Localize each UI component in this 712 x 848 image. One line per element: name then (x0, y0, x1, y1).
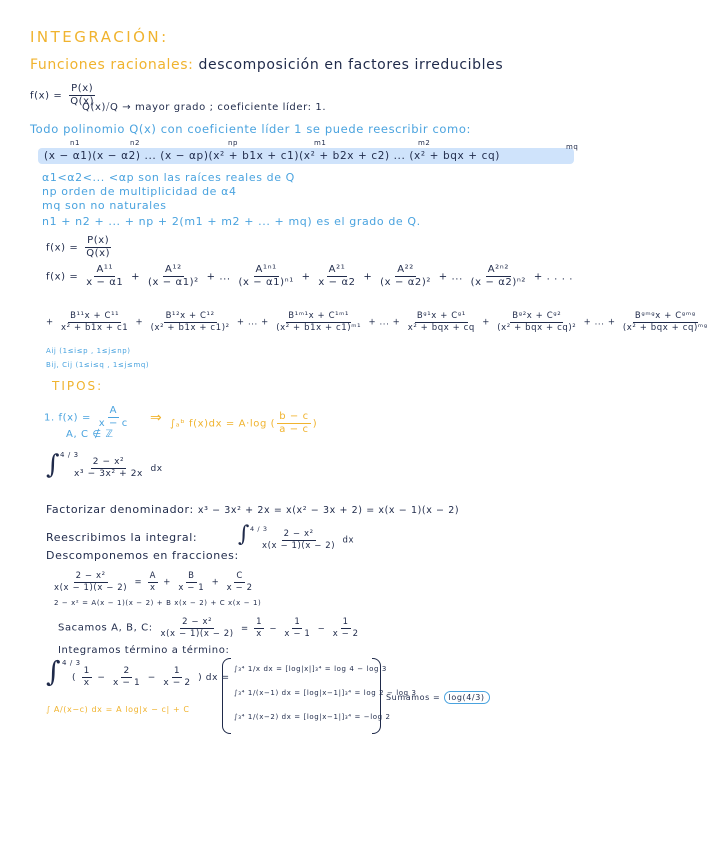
int-t3-num: 1 (173, 666, 181, 676)
tipos-heading: TIPOS: (52, 379, 104, 393)
rterm-3-num: B¹ᵐ¹x + C¹ᵐ¹ (288, 311, 350, 321)
tipos-log-fraction (277, 412, 311, 435)
rterm-1-num: B¹¹x + C¹¹ (70, 311, 120, 321)
sacamos-fraction-1 (254, 618, 264, 638)
int-t3-den: x − 2 (163, 678, 191, 688)
expansion-dots-3: + . . . . (533, 271, 574, 283)
section-subtitle: descomposición en factores irreducibles (198, 57, 504, 73)
desc-num: 2 − x² (75, 571, 106, 581)
exp-np: np (228, 139, 239, 147)
sacamos-label: Sacamos A, B, C: (58, 622, 153, 634)
sacamos-fraction-3 (331, 618, 361, 638)
expansion-rterm-5 (495, 312, 578, 332)
term-3-den: (x − α1)ⁿ¹ (238, 277, 294, 288)
expansion-term-5 (378, 265, 433, 288)
term-4-den: x − α2 (318, 277, 356, 288)
tipos-log-den: a − c (279, 424, 309, 435)
tipos-item-number: 1. (44, 412, 55, 424)
sacamos-t3-num: 1 (342, 617, 349, 627)
expansion-term-6 (469, 265, 528, 288)
result-line-2: ∫₃⁴ 1/(x−1) dx = [log|x−1|]₃⁴ = log 2 − log 3 (234, 689, 417, 697)
expansion-rterm-3 (274, 312, 363, 332)
factor-line (46, 504, 459, 516)
integramos-integrand: ( $\frac{1}{x}$ − $\frac{2}{x - 1}$ − $\frac{1}{x - 2}$ ) dx = (72, 666, 230, 688)
fx-second-numerator: P(x) (87, 235, 110, 246)
term-1-num: A¹¹ (96, 264, 114, 275)
example-dx: dx (150, 464, 163, 474)
roots-line-4: n1 + n2 + ... + np + 2(m1 + m2 + ... + mq) es el grado de Q. (42, 215, 421, 228)
desc-fraction-b (176, 572, 206, 592)
expansion-row-2: + $\frac{\text{B¹¹x + C¹¹}}{\text{x² + b1x + c1}}$ + $\frac{\text{B¹²x + C¹²}}{\text{(x² + b1x + c1)²}}$ + ... + $\frac{\text{B¹ᵐ¹x + C¹ᵐ¹}}{\text{(x² + b1x + c1)ᵐ¹}}$ + ... + $\frac{\text{Bᵍ¹x + Cᵍ¹}}{\text{x² + bqx + cq}}$ + $\frac{\text{Bᵍ²x + Cᵍ²}}{\text{(x² + bqx + cq)²}}$ + ... + $\frac{\text{Bᵍᵐᵍx + Cᵍᵐᵍ}}{\text{(x² + bqx + cq)ᵐᵍ}}$ (46, 311, 708, 333)
sumamos-label: Sumamos = (386, 693, 441, 702)
int-t2-den: x − 1 (112, 678, 141, 688)
log-rule: ∫ A/(x−c) dx = A log|x − c| + C (46, 705, 190, 714)
rterm-2-den: (x² + b1x + c1)² (150, 322, 230, 333)
tipos-fraction (97, 406, 130, 429)
reescribimos-dx: dx (342, 535, 355, 546)
expansion-lhs: f(x) = (46, 271, 79, 283)
example-bounds: 4 / 3 (60, 451, 79, 459)
expansion-term-2 (146, 265, 201, 288)
desc-fraction-main (52, 572, 129, 592)
expansion-rterm-2 (149, 312, 232, 332)
tipos-log-num: b − c (279, 411, 309, 422)
rterm-4-den: x² + bqx + cq (407, 322, 475, 333)
descomponemos-label: Descomponemos en fracciones: (46, 549, 239, 562)
term-2-num: A¹² (165, 264, 182, 275)
rterm-6-num: Bᵍᵐᵍx + Cᵍᵐᵍ (634, 311, 696, 321)
exp-n1: n1 (70, 139, 81, 147)
expansion-term-4 (316, 265, 357, 288)
term-5-den: (x − α2)² (380, 277, 431, 288)
roots-line-1: α1<α2<... <αp son las raíces reales de Q (42, 171, 295, 184)
integramos-integral-sign: ∫ (46, 655, 62, 688)
fx-second-lhs: f(x) = (46, 242, 79, 254)
tipos-condition: A, C ∉ ℤ (66, 429, 114, 440)
tipos-integral-text: ∫ₐᵇ f(x)dx = A·log (170, 418, 267, 430)
expansion-term-1 (84, 265, 125, 288)
fx-second (46, 236, 114, 259)
reescribimos-num: 2 − x² (283, 529, 314, 539)
desc-fraction-a (148, 572, 158, 592)
expansion-cond-2: Bij, Cij (1≤i≤q , 1≤j≤mq) (46, 361, 150, 369)
expansion-term-3 (236, 265, 295, 288)
descomponemos-identity: 2 − x² = A(x − 1)(x − 2) + B x(x − 2) + C x(x − 1) (54, 599, 262, 607)
final-result: log(4/3) (444, 691, 490, 704)
expansion-dots-5: + ... + (583, 317, 616, 328)
exp-n2: n2 (130, 139, 141, 147)
product-expression: (x − α1)(x − α2) ... (x − αp)(x² + b1x + c1)(x² + b2x + c2) ... (x² + bqx + cq) (44, 150, 500, 162)
page-title: INTEGRACIÓN: (30, 28, 169, 46)
term-6-num: A²ⁿ² (487, 264, 509, 275)
desc-fraction-c (225, 572, 255, 592)
desc-c: C (236, 571, 243, 581)
section-heading (30, 58, 503, 72)
int-fraction-3 (161, 667, 192, 688)
exp-m2: m2 (418, 139, 431, 147)
sacamos-t1-den: x (256, 628, 262, 639)
sacamos-t3-den: x − 2 (332, 628, 359, 639)
integramos-label: Integramos término a término: (58, 645, 230, 656)
roots-line-2: np orden de multiplicidad de α4 (42, 185, 237, 198)
term-6-den: (x − α2)ⁿ² (470, 277, 527, 288)
fx-second-denominator: Q(x) (86, 248, 111, 259)
factor-label: Factorizar denominador: (46, 503, 194, 516)
example-integral-sign: ∫ (46, 450, 61, 480)
sacamos-num: 2 − x² (182, 617, 213, 627)
example-integrand (70, 458, 163, 479)
sacamos-den: x(x − 1)(x − 2) (160, 628, 234, 639)
definition-note: Q(x)⧸Q → mayor grado ; coeficiente líder: 1. (82, 102, 327, 113)
sacamos-t2-num: 1 (294, 617, 301, 627)
exp-mq: mq (566, 143, 579, 151)
desc-den: x(x − 1)(x − 2) (54, 582, 128, 593)
expansion-rterm-1 (59, 312, 130, 332)
tipos-integral: ∫ₐᵇ f(x)dx = A·log ( $\frac{b - c}{a - c}$ ) (170, 411, 318, 435)
sacamos-line: Sacamos A, B, C: $\frac{\text{2 − x²}}{x(x - 1)(x - 2)}$ = $\frac{1}{x}$ − $\frac{1}{x - 1}$ − $\frac{1}{x - 2}$ (58, 617, 359, 639)
definition-numerator: P(x) (71, 83, 94, 94)
reescribimos-bounds: 4 / 3 (250, 525, 268, 533)
exp-m1: m1 (314, 139, 327, 147)
expansion-dots-2: + ... (438, 271, 463, 283)
tipos-arrow: ⇒ (150, 410, 163, 426)
expansion-dots-1: + ... (206, 271, 231, 283)
reescribimos-integral-sign: ∫ (238, 522, 251, 547)
result-line-1: ∫₃⁴ 1/x dx = [log|x|]₃⁴ = log 4 − log 3 (234, 665, 387, 673)
tipos-num: A (109, 405, 118, 416)
tipos-den: x − c (98, 418, 128, 429)
example-num: 2 − x² (92, 457, 125, 467)
expansion-cond-1: Aij (1≤i≤p , 1≤j≤np) (46, 347, 131, 355)
roots-line-3: mq son no naturales (42, 199, 167, 212)
reescribimos-integrand (258, 530, 354, 550)
results-right-brace (372, 658, 381, 734)
sacamos-fraction-main (159, 618, 236, 638)
definition-denominator: Q(x) (70, 96, 95, 107)
term-1-den: x − α1 (86, 277, 124, 288)
expansion-row-1: f(x) = $\frac{\text{A¹¹}}{x - \alpha 1}$ + $\frac{\text{A¹²}}{\text{(x − α1)²}}$ + ... $\frac{\text{A¹ⁿ¹}}{\text{(x − α1)ⁿ¹}}$ + $\frac{\text{A²¹}}{x - \alpha 2}$ + $\frac{\text{A²²}}{\text{(x − α2)²}}$ + ... $\frac{\text{A²ⁿ²}}{\text{(x − α2)ⁿ²}}$ + . . . . (46, 264, 574, 288)
rterm-6-den: (x² + bqx + cq)ᵐᵍ (622, 322, 708, 333)
expansion-rterm-6 (621, 312, 710, 332)
desc-c-den: x − 2 (226, 582, 253, 593)
term-2-den: (x − α1)² (147, 277, 199, 288)
rterm-4-num: Bᵍ¹x + Cᵍ¹ (416, 311, 466, 321)
rterm-3-den: (x² + b1x + c1)ᵐ¹ (276, 322, 362, 333)
sacamos-fraction-2 (282, 618, 312, 638)
desc-b: B (188, 571, 195, 581)
rterm-1-den: x² + b1x + c1 (61, 322, 129, 333)
tipos-lhs: f(x) = (58, 412, 91, 424)
sacamos-t1-num: 1 (256, 617, 263, 627)
int-t1-den: x (83, 678, 90, 688)
int-fraction-1 (82, 667, 92, 688)
tipos-item-1 (44, 406, 132, 429)
term-4-num: A²¹ (328, 264, 346, 275)
desc-b-den: x − 1 (178, 582, 205, 593)
integramos-bounds: 4 / 3 (62, 659, 81, 667)
sacamos-t2-den: x − 1 (284, 628, 311, 639)
section-title: Funciones racionales: (30, 57, 194, 73)
rewrite-statement: Todo polinomio Q(x) con coeficiente líder 1 se puede reescribir como: (30, 122, 471, 136)
int-t1-num: 1 (83, 666, 90, 676)
fx-second-fraction (84, 236, 112, 259)
example-fraction (72, 458, 145, 479)
rterm-5-den: (x² + bqx + cq)² (497, 322, 577, 333)
expansion-dots-4: + ... + (368, 317, 401, 328)
results-left-brace (222, 658, 231, 734)
descomponemos-equation: $\frac{\text{2 − x²}}{x(x - 1)(x - 2)}$ = $\frac{A}{x}$ + $\frac{B}{x - 1}$ + $\frac{C}{x - 2}$ (54, 571, 253, 593)
term-3-num: A¹ⁿ¹ (255, 264, 277, 275)
desc-a: A (149, 571, 156, 581)
example-den: x³ − 3x² + 2x (74, 469, 143, 479)
term-5-num: A²² (397, 264, 414, 275)
rterm-5-num: Bᵍ²x + Cᵍ² (512, 311, 562, 321)
reescribimos-label: Reescribimos la integral: (46, 531, 198, 544)
factor-expression: x³ − 3x² + 2x = x(x² − 3x + 2) = x(x − 1)(x − 2) (197, 505, 460, 516)
result-line-3: ∫₃⁴ 1/(x−2) dx = [log|x−1|]₃⁴ = −log 2 (234, 713, 391, 721)
sumamos-line (386, 694, 490, 702)
integramos-dx: dx = (205, 673, 230, 683)
reescribimos-den: x(x − 1)(x − 2) (262, 540, 336, 551)
reescribimos-fraction (260, 530, 337, 550)
definition-lhs: f(x) = (30, 90, 63, 102)
expansion-rterm-4 (406, 312, 477, 332)
int-t2-num: 2 (123, 666, 130, 676)
int-fraction-2 (111, 667, 142, 688)
desc-a-den: x (149, 582, 156, 593)
rterm-2-num: B¹²x + C¹² (165, 311, 215, 321)
